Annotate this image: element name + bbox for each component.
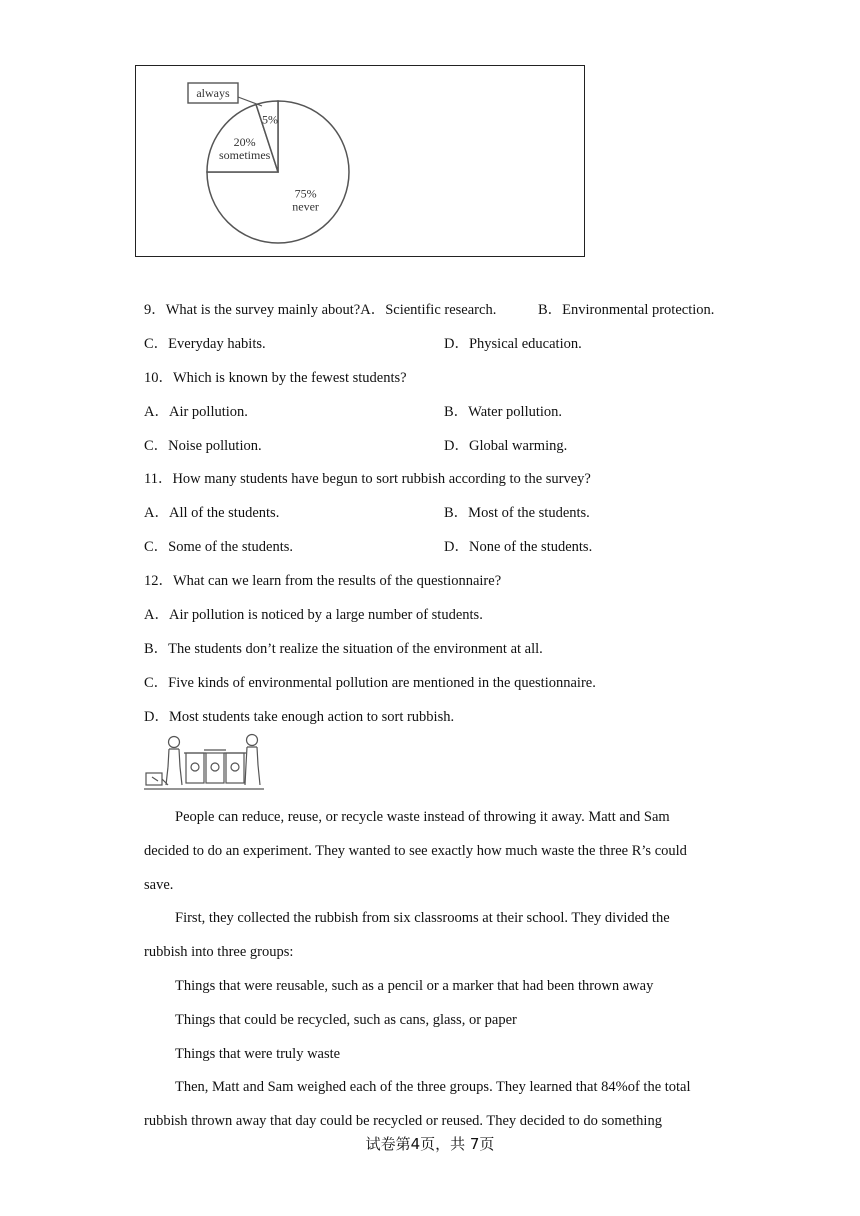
passage-line: rubbish thrown away that day could be recycled or reused. They decided to do something	[144, 1113, 662, 1129]
passage-line: Then, Matt and Sam weighed each of the three groups. They learned that 84%of the total	[175, 1079, 691, 1095]
pie-chart-frame	[135, 65, 585, 257]
question-12-option-d: D．Most students take enough action to sort rubbish.	[144, 709, 455, 725]
pie-label-percent: 75%	[294, 186, 317, 201]
question-10-option-c: C．Noise pollution.	[144, 438, 262, 454]
question-12-option-c: C．Five kinds of environmental pollution are mentioned in the questionnaire.	[144, 675, 596, 691]
passage-line: save.	[144, 877, 174, 893]
passage-line: Things that could be recycled, such as cans, glass, or paper	[175, 1012, 517, 1028]
callout-leader	[238, 97, 262, 106]
question-9-option-d: D．Physical education.	[444, 336, 582, 352]
question-11-option-b: B．Most of the students.	[444, 505, 590, 521]
page-footer: 试卷第4页，共 7页	[365, 1135, 495, 1153]
question-9-option-b: B．Environmental protection.	[538, 302, 715, 318]
passage-line: rubbish into three groups:	[144, 944, 294, 960]
question-9-option-c: C．Everyday habits.	[144, 336, 266, 352]
question-9-stem: 9．What is the survey mainly about?A．Scientific research.	[144, 302, 497, 318]
passage-line: People can reduce, reuse, or recycle waste instead of throwing it away. Matt and Sam	[175, 809, 670, 825]
pie-label-percent: 20%	[233, 134, 256, 149]
question-12-option-a: A．Air pollution is noticed by a large number of students.	[144, 607, 483, 623]
question-12-stem: 12．What can we learn from the results of the questionnaire?	[144, 573, 502, 589]
question-10-option-b: B．Water pollution.	[444, 404, 563, 420]
question-11-option-d: D．None of the students.	[444, 539, 593, 555]
question-12-option-b: B．The students don’t realize the situation of the environment at all.	[144, 641, 543, 657]
passage-line: decided to do an experiment. They wanted to see exactly how much waste the three R’s could	[144, 843, 687, 859]
question-11-option-c: C．Some of the students.	[144, 539, 294, 555]
passage-line: Things that were reusable, such as a pencil or a marker that had been thrown away	[175, 978, 654, 994]
pie-label-percent: 5%	[262, 112, 279, 127]
question-11-stem: 11．How many students have begun to sort rubbish according to the survey?	[144, 471, 591, 487]
question-10-stem: 10．Which is known by the fewest students?	[144, 370, 407, 386]
callout-label: always	[196, 86, 230, 100]
pie-label-category: never	[292, 199, 319, 214]
passage-line: First, they collected the rubbish from six classrooms at their school. They divided the	[175, 910, 670, 926]
recycling-bins-illustration	[144, 733, 264, 795]
pie-label-category: sometimes	[219, 147, 271, 162]
question-10-option-a: A．Air pollution.	[144, 404, 248, 420]
question-10-option-d: D．Global warming.	[444, 438, 568, 454]
question-11-option-a: A．All of the students.	[144, 505, 280, 521]
pie-chart	[136, 66, 586, 258]
passage-line: Things that were truly waste	[175, 1046, 341, 1062]
